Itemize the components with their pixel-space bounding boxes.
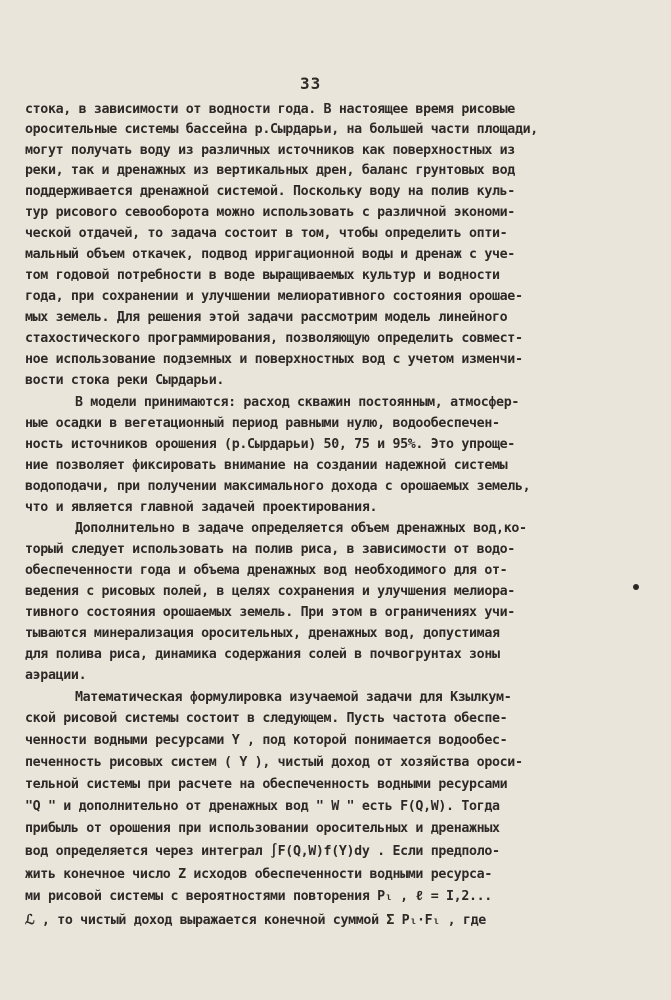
text-line: вости стока реки Сырдарьи. xyxy=(25,373,225,388)
text-line: стахостического программирования, позволяющую определить совмест- xyxy=(25,331,523,346)
text-line: могут получать воду из различных источников как поверхностных из xyxy=(25,143,515,158)
text-line: ные осадки в вегетационный период равными нулю, водообеспечен- xyxy=(25,416,500,431)
text-line: ми рисовой системы с вероятностями повторения Pₗ , ℓ = I,2... xyxy=(25,889,492,904)
text-line: торый следует использовать на полив риса, в зависимости от водо- xyxy=(25,542,515,557)
text-line: мальный объем откачек, подвод ирригационной воды и дренаж с уче- xyxy=(25,247,515,262)
margin-mark xyxy=(633,584,639,590)
text-line: поддерживается дренажной системой. Поскольку воду на полив куль- xyxy=(25,184,515,199)
text-line: печенность рисовых систем ( Y ), чистый доход от хозяйства ороси- xyxy=(25,755,523,770)
text-line: аэрации. xyxy=(25,668,87,683)
text-line: обеспеченности года и объема дренажных вод необходимого для от- xyxy=(25,563,508,578)
text-line: ченности водными ресурсами Y , под которой понимается водообес- xyxy=(25,733,508,748)
text-line: ческой отдачей, то задача состоит в том, чтобы определить опти- xyxy=(25,226,508,241)
text-line: вод определяется через интеграл ∫F(Q,W)f(Y)dy . Если предполо- xyxy=(25,844,500,859)
text-line: водоподачи, при получении максимального дохода с орошаемых земель, xyxy=(25,479,531,494)
text-line: ведения с рисовых полей, в целях сохранения и улучшения мелиора- xyxy=(25,584,515,599)
text-line: реки, так и дренажных из вертикальных дрен, баланс грунтовых вод xyxy=(25,163,515,178)
text-line: жить конечное число Z исходов обеспеченности водными ресурса- xyxy=(25,867,492,882)
text-line: "Q " и дополнительно от дренажных вод " W " есть F(Q,W). Тогда xyxy=(25,799,500,814)
text-line: стока, в зависимости от водности года. В настоящее время рисовые xyxy=(25,102,515,117)
text-line: Дополнительно в задаче определяется объем дренажных вод,ко- xyxy=(75,521,527,536)
text-line: Математическая формулировка изучаемой задачи для Кзылкум- xyxy=(75,690,512,705)
text-line: том годовой потребности в воде выращиваемых культур и водности xyxy=(25,268,500,283)
text-line: года, при сохранении и улучшении мелиоративного состояния орошае- xyxy=(25,289,523,304)
text-line: тур рисового севооборота можно использовать с различной экономи- xyxy=(25,205,515,220)
text-line: ℒ , то чистый доход выражается конечной суммой Σ Pₗ·Fₗ , где xyxy=(25,913,486,928)
text-line: В модели принимаются: расход скважин постоянным, атмосфер- xyxy=(75,395,520,410)
text-line: прибыль от орошения при использовании оросительных и дренажных xyxy=(25,821,500,836)
text-line: ской рисовой системы состоит в следующем. Пусть частота обеспе- xyxy=(25,711,508,726)
text-line: ное использование подземных и поверхностных вод с учетом изменчи- xyxy=(25,352,523,367)
text-line: тивного состояния орошаемых земель. При этом в ограничениях учи- xyxy=(25,605,515,620)
page-number: 33 xyxy=(300,74,322,93)
text-line: оросительные системы бассейна р.Сырдарьи, на большей части площади, xyxy=(25,122,538,137)
text-line: тываются минерализация оросительных, дренажных вод, допустимая xyxy=(25,626,500,641)
text-line: мых земель. Для решения этой задачи рассмотрим модель линейного xyxy=(25,310,508,325)
text-line: ность источников орошения (р.Сырдарьи) 50, 75 и 95%. Это упроще- xyxy=(25,437,515,452)
text-line: ние позволяет фиксировать внимание на создании надежной системы xyxy=(25,458,508,473)
text-line: что и является главной задачей проектирования. xyxy=(25,500,378,515)
text-line: для полива риса, динамика содержания солей в почвогрунтах зоны xyxy=(25,647,500,662)
text-line: тельной системы при расчете на обеспеченность водными ресурсами xyxy=(25,777,508,792)
